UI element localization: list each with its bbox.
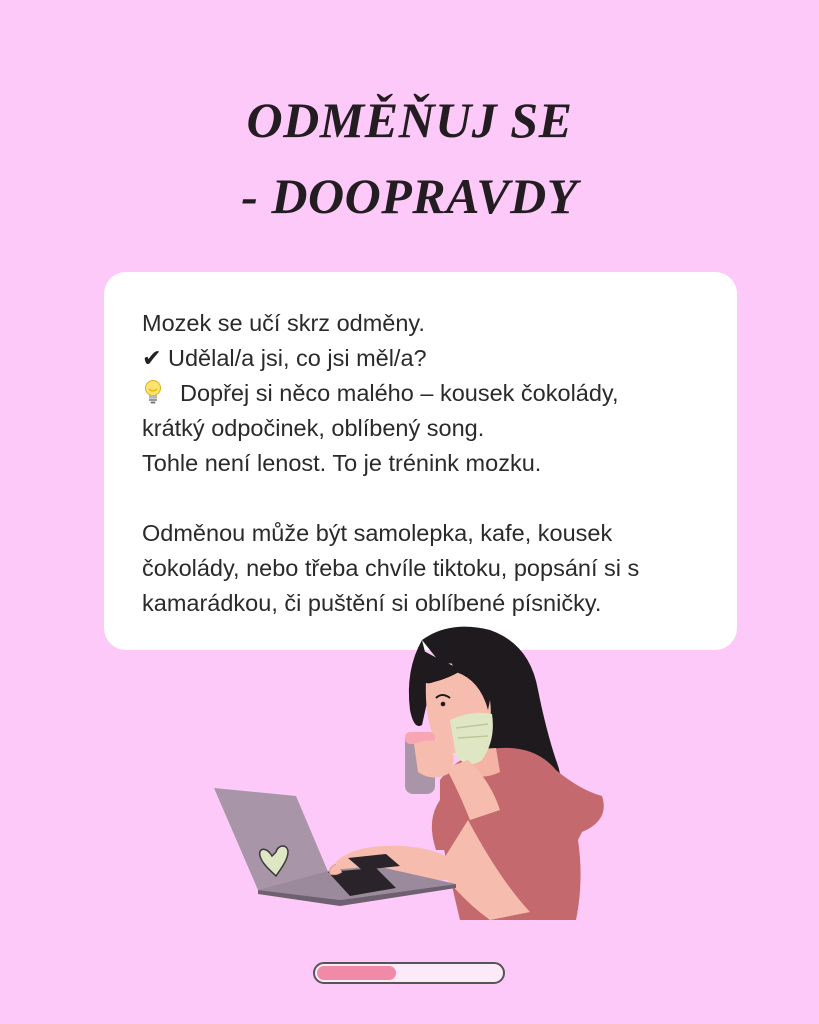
text-line-done (142, 341, 701, 376)
paragraph-gap (142, 481, 701, 516)
text-line-training: Tohle není lenost. To je trénink mozku. (142, 450, 542, 476)
progress-bar (313, 962, 505, 984)
text-line-examples: krátký odpočinek, oblíbený song. (142, 415, 485, 441)
text-line-brain: Mozek se učí skrz odměny. (142, 310, 425, 336)
paragraph-1 (142, 306, 701, 481)
page-title (0, 82, 819, 234)
title-line-1: ODMĚŇUJ SE (246, 92, 573, 148)
check-mark-icon: ✔ (142, 344, 162, 372)
paragraph-2 (142, 516, 701, 621)
text-card (104, 272, 737, 650)
done-question: Udělal/a jsi, co jsi měl/a? (168, 345, 427, 371)
reward-line-3: kamarádkou, či puštění si oblíbené písničky. (142, 590, 602, 616)
text-line-treat (142, 376, 701, 411)
reward-line-1: Odměnou může být samolepka, kafe, kousek (142, 520, 613, 546)
progress-bar-fill (317, 966, 396, 980)
treat-text: Dopřej si něco malého – kousek čokolády, (180, 380, 619, 406)
laptop-icon (214, 788, 456, 906)
light-bulb-icon (142, 379, 164, 405)
reward-line-2: čokolády, nebo třeba chvíle tiktoku, popsání si s (142, 555, 640, 581)
woman-with-laptop-illustration (200, 620, 620, 950)
title-line-2: - DOOPRAVDY (241, 168, 578, 224)
